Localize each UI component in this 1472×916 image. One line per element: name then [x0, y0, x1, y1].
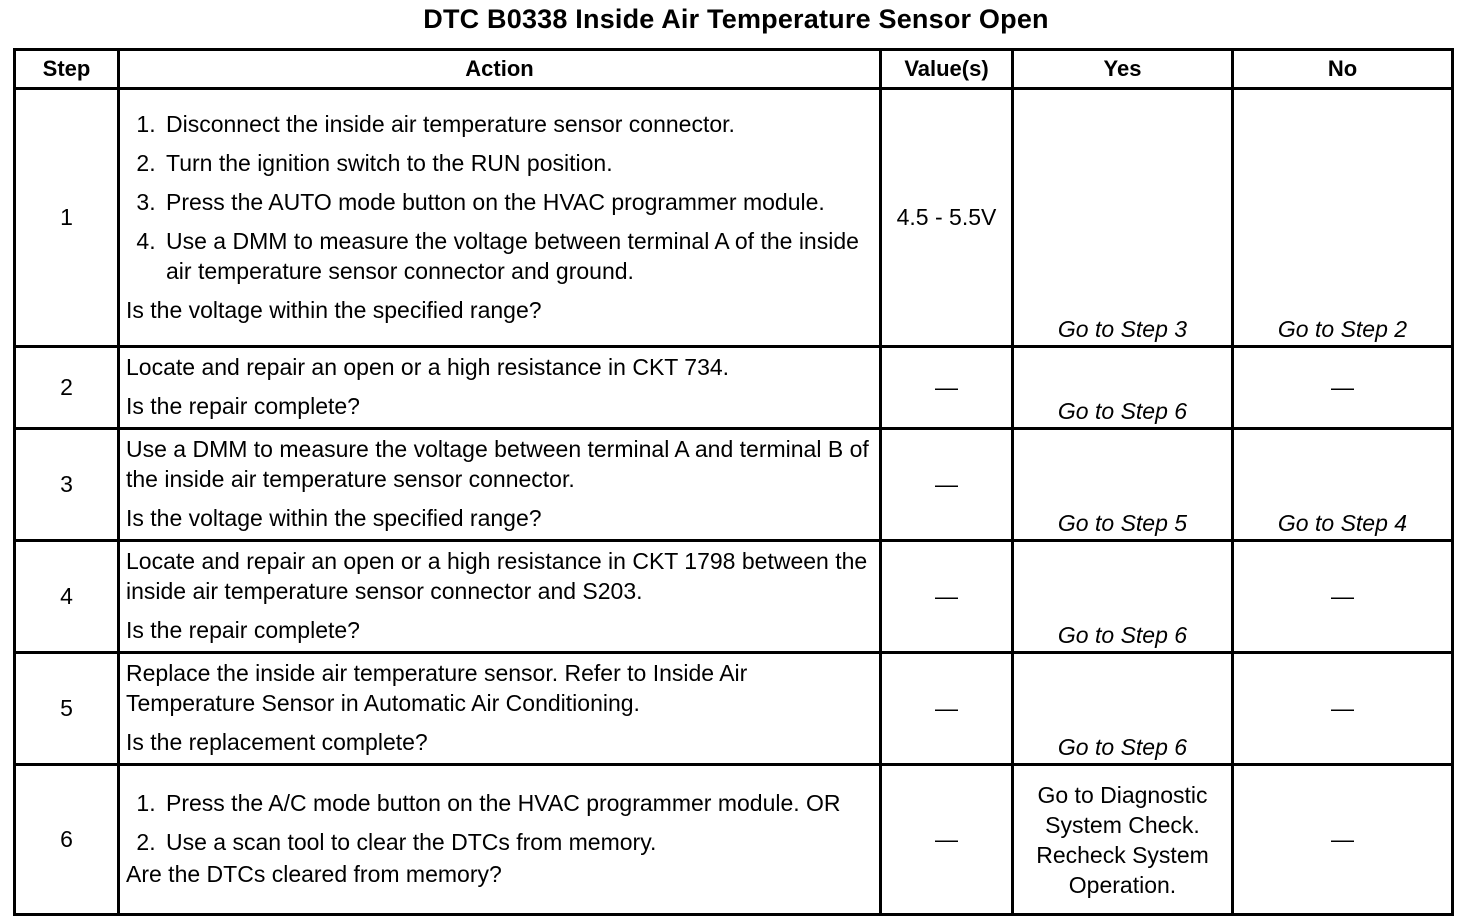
- yes-cell: Go to Diagnostic System Check. Recheck System Operation.: [1013, 765, 1233, 915]
- action-question: Are the DTCs cleared from memory?: [126, 861, 502, 887]
- no-cell: [1233, 429, 1453, 541]
- no-result: Go to Step 4: [1277, 510, 1408, 536]
- action-item: 3. Press the AUTO mode button on the HVAC programmer module.: [162, 187, 871, 217]
- step-number: 2: [15, 347, 119, 429]
- action-question: Is the repair complete?: [126, 617, 360, 643]
- no-cell: —: [1233, 653, 1453, 765]
- action-cell: [119, 653, 881, 765]
- action-question: Is the repair complete?: [126, 393, 360, 419]
- yes-result: Go to Step 3: [1057, 316, 1188, 342]
- action-text: Replace the inside air temperature sensor. Refer to Inside Air Temperature Sensor in Automatic Air Conditioning.: [126, 660, 748, 716]
- table-row: [15, 429, 1453, 541]
- yes-result: Go to Step 5: [1057, 510, 1188, 536]
- action-cell: [119, 89, 881, 347]
- no-result: Go to Step 2: [1277, 316, 1408, 342]
- action-text: Locate and repair an open or a high resistance in CKT 734.: [126, 354, 730, 380]
- page-title: DTC B0338 Inside Air Temperature Sensor Open: [423, 4, 1049, 34]
- step-number: 1: [15, 89, 119, 347]
- value-cell: —: [881, 541, 1013, 653]
- action-cell: [119, 765, 881, 915]
- no-cell: [1233, 89, 1453, 347]
- value-cell: —: [881, 765, 1013, 915]
- value-cell: —: [881, 347, 1013, 429]
- diagnostic-table: [13, 48, 1454, 916]
- no-cell: —: [1233, 765, 1453, 915]
- value-cell: —: [881, 653, 1013, 765]
- action-item: 2. Use a scan tool to clear the DTCs from memory.: [162, 827, 871, 857]
- table-row: [15, 89, 1453, 347]
- yes-result: Go to Step 6: [1057, 734, 1188, 760]
- value-cell: —: [881, 429, 1013, 541]
- action-item: 1. Disconnect the inside air temperature sensor connector.: [162, 109, 871, 139]
- action-question: Is the voltage within the specified range?: [126, 505, 542, 531]
- action-item: 1. Press the A/C mode button on the HVAC programmer module. OR: [162, 788, 871, 818]
- step-number: 4: [15, 541, 119, 653]
- table-row: [15, 765, 1453, 915]
- value-cell: 4.5 - 5.5V: [881, 89, 1013, 347]
- yes-cell: [1013, 89, 1233, 347]
- action-item: 4. Use a DMM to measure the voltage between terminal A of the inside air temperature sensor connector and ground.: [162, 226, 871, 286]
- yes-result: Go to Step 6: [1057, 622, 1188, 648]
- table-row: [15, 653, 1453, 765]
- table-row: [15, 541, 1453, 653]
- action-text: Locate and repair an open or a high resistance in CKT 1798 between the inside air temperature sensor connector and S203.: [126, 548, 868, 604]
- step-number: 3: [15, 429, 119, 541]
- action-list: [126, 788, 871, 857]
- header-yes: Yes: [1013, 50, 1233, 89]
- action-list: [126, 109, 871, 286]
- header-action: Action: [119, 50, 881, 89]
- header-values: Value(s): [881, 50, 1013, 89]
- action-text: Use a DMM to measure the voltage between terminal A and terminal B of the inside air temperature sensor connector.: [126, 436, 869, 492]
- table-header-row: [15, 50, 1453, 89]
- action-question: Is the voltage within the specified range?: [126, 296, 542, 323]
- header-step: Step: [15, 50, 119, 89]
- action-item: 2. Turn the ignition switch to the RUN position.: [162, 148, 871, 178]
- header-no: No: [1233, 50, 1453, 89]
- action-cell: [119, 429, 881, 541]
- no-cell: —: [1233, 541, 1453, 653]
- yes-cell: [1013, 653, 1233, 765]
- yes-cell: [1013, 429, 1233, 541]
- yes-cell: [1013, 347, 1233, 429]
- action-cell: [119, 541, 881, 653]
- yes-cell: [1013, 541, 1233, 653]
- action-cell: [119, 347, 881, 429]
- step-number: 5: [15, 653, 119, 765]
- step-number: 6: [15, 765, 119, 915]
- table-row: [15, 347, 1453, 429]
- action-question: Is the replacement complete?: [126, 729, 428, 755]
- no-cell: —: [1233, 347, 1453, 429]
- yes-result: Go to Step 6: [1057, 398, 1188, 424]
